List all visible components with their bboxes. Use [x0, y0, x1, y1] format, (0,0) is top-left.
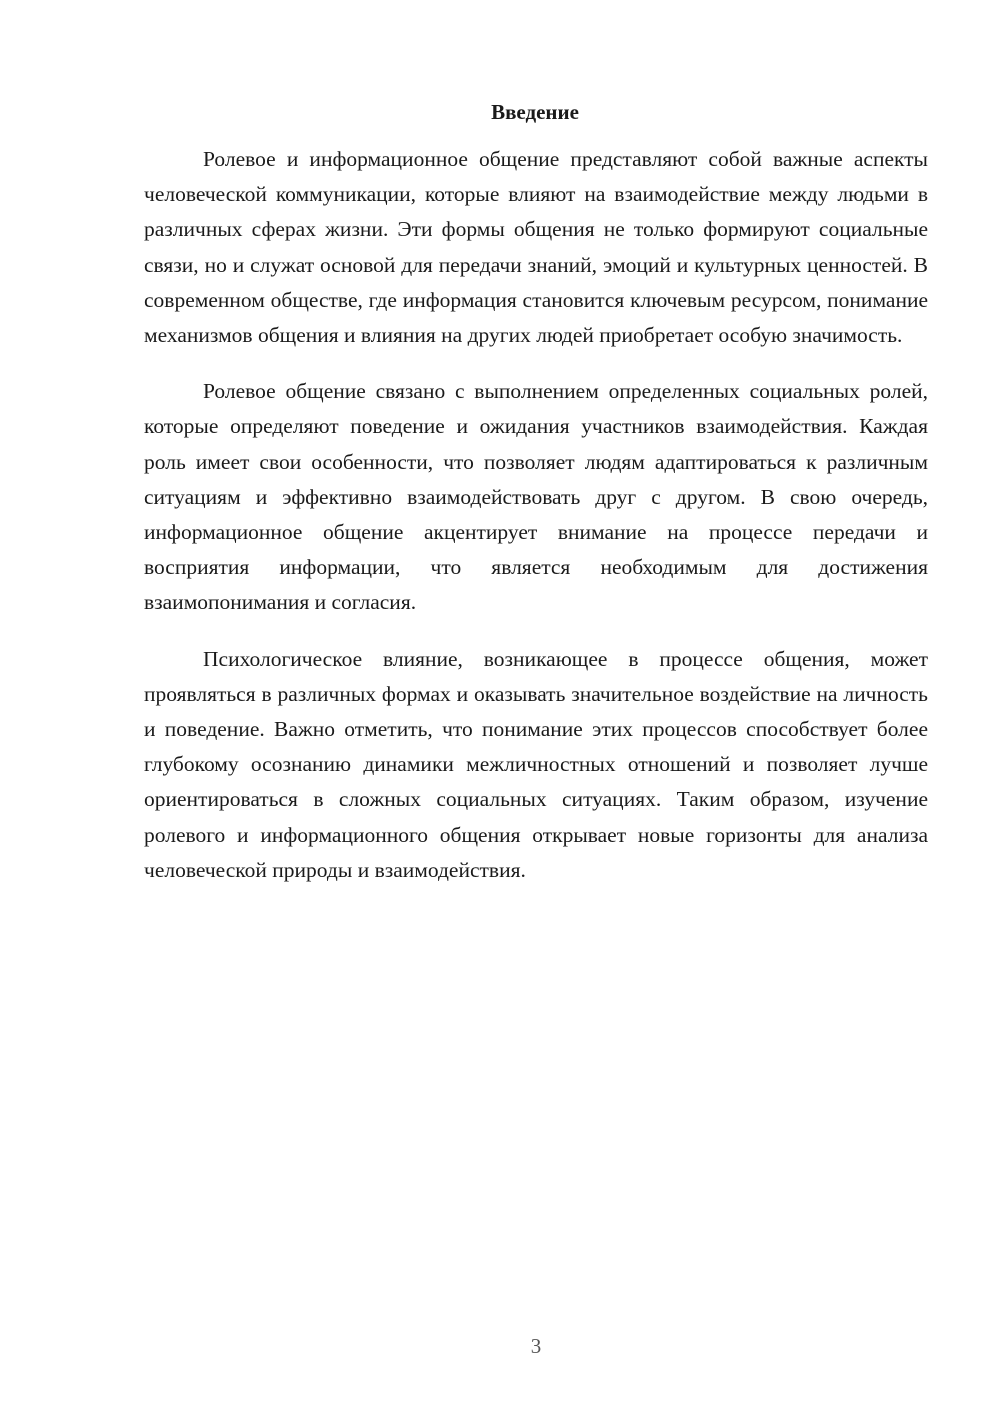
section-heading: Введение [491, 100, 579, 124]
paragraph-2: Ролевое общение связано с выполнением определенных социальных ролей, которые определяют поведение и ожидания участников взаимодействия. Каждая роль имеет свои особенности, что позволяет людям адаптироваться к различным ситуациям и эффективно взаимодействовать друг с другом. В свою очередь, информационное общение акцентирует внимание на процессе передачи и восприятия информации, что является необходимым для достижения взаимопонимания и согласия. [144, 379, 928, 615]
body-text [144, 142, 928, 909]
page-number: 3 [530, 1334, 542, 1358]
paragraph-1: Ролевое и информационное общение представляют собой важные аспекты человеческой коммуникации, которые влияют на взаимодействие между людьми в различных сферах жизни. Эти формы общения не только формируют социальные связи, но и служат основой для передачи знаний, эмоций и культурных ценностей. В современном обществе, где информация становится ключевым ресурсом, понимание механизмов общения и влияния на других людей приобретает особую значимость. [144, 147, 928, 348]
paragraph-3: Психологическое влияние, возникающее в процессе общения, может проявляться в различных формах и оказывать значительное воздействие на личность и поведение. Важно отметить, что понимание этих процессов способствует более глубокому осознанию динамики межличностных отношений и позволяет лучше ориентироваться в сложных социальных ситуациях. Таким образом, изучение ролевого и информационного общения открывает новые горизонты для анализа человеческой природы и взаимодействия. [144, 646, 928, 882]
